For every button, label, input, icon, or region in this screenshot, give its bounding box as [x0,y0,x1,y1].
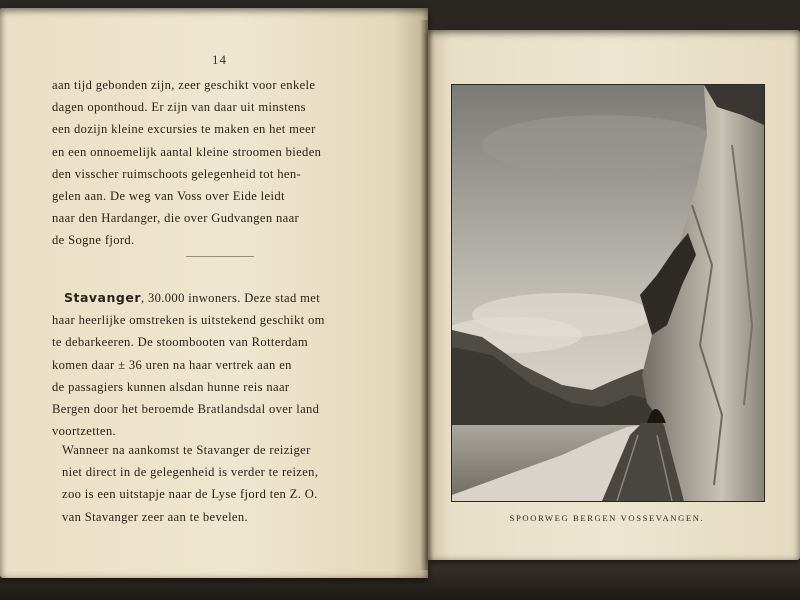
text-line: en een onnoemelijk aantal kleine stroomen bieden [52,144,322,159]
text-line: dagen oponthoud. Er zijn van daar uit minstens [52,100,306,115]
text-line: aan tijd gebonden zijn, zeer geschikt voor enkele [52,78,316,92]
text-line: Bergen door het beroemde Bratlandsdal over land [52,402,320,417]
page-number: 14 [212,52,227,67]
section-divider [186,256,254,257]
text-line: voortzetten. [52,424,116,439]
book-gutter [420,20,434,570]
railway-photograph [451,84,765,502]
text-line: de passagiers kunnen alsdan hunne reis naar [52,379,290,394]
text-line-lead [52,287,374,309]
paragraph-lyse-fjord [52,439,374,528]
photo-caption: SPOORWEG BERGEN VOSSEVANGEN. [509,513,705,523]
text-line: naar den Hardanger, die over Gudvangen naar [52,211,300,226]
paragraph-voss [52,74,374,252]
text-line: haar heerlijke omstreken is uitstekend geschikt om [52,313,325,328]
text-fragment: , 30.000 inwoners. Deze stad met [141,291,321,305]
text-line: Wanneer na aankomst te Stavanger de reiziger [62,443,311,457]
text-line: een dozijn kleine excursies te maken en het meer [52,122,316,137]
cloud [482,115,722,175]
text-line: komen daar ± 36 uren na haar vertrek aan en [52,357,292,372]
text-line: den visscher ruimschoots gelegenheid tot hen- [52,166,302,181]
paragraph-stavanger [52,287,374,442]
text-line: te debarkeeren. De stoombooten van Rotterdam [52,335,308,350]
text-line: zoo is een uitstapje naar de Lyse fjord ten Z. O. [62,487,318,502]
railway-photo-illustration [452,85,764,501]
text-line: niet direct in de gelegenheid is verder te reizen, [62,465,319,480]
text-line: van Stavanger zeer aan te bevelen. [62,509,249,524]
text-line: de Sogne fjord. [52,233,135,248]
text-line: gelen aan. De weg van Voss over Eide leidt [52,189,285,204]
place-heading: Stavanger [64,290,141,305]
